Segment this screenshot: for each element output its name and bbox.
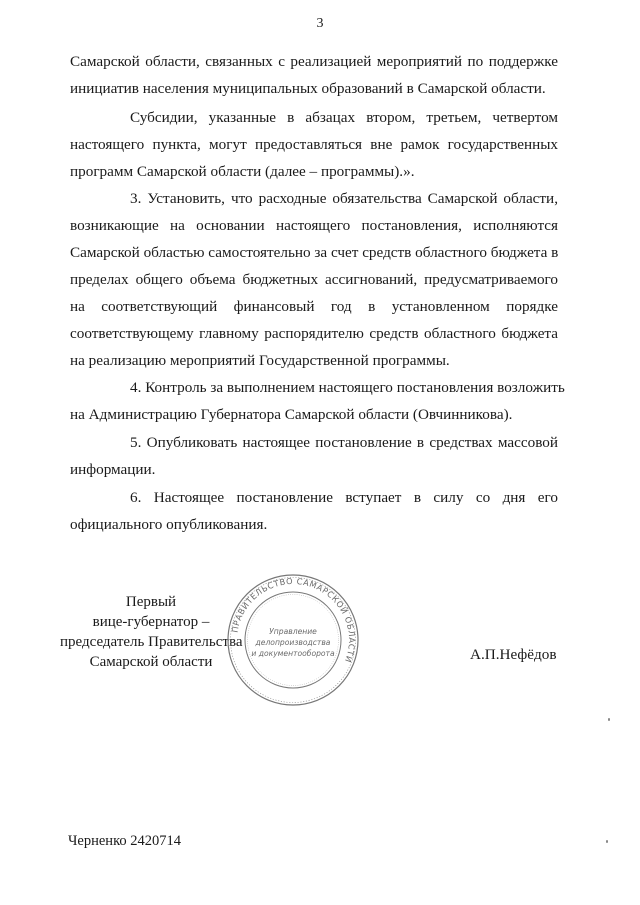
text-line: на соответствующий финансовый год в установленном порядке [70, 298, 558, 315]
text-line: официального опубликования. [70, 516, 268, 533]
seal-center-text: и документооборота [251, 649, 335, 658]
signatory-title-line: председатель Правительства [60, 634, 243, 650]
text-line: настоящего пункта, могут предоставляться вне рамок государственных [70, 136, 558, 153]
signatory-title-line: Самарской области [89, 654, 213, 670]
official-seal [225, 572, 361, 708]
text-line: информации. [70, 461, 156, 478]
text-line: на реализацию мероприятий Государственной программы. [70, 352, 450, 369]
signer-name: А.П.Нефёдов [470, 646, 557, 663]
text-line: программ Самарской области (далее – программы).». [70, 163, 415, 180]
executor-note: Черненко 2420714 [68, 833, 181, 849]
scan-speck [606, 840, 608, 843]
scan-speck [608, 718, 610, 721]
text-line: на Администрацию Губернатора Самарской области (Овчинникова). [70, 406, 513, 423]
signatory-title-line: вице-губернатор – [92, 614, 210, 630]
page-number: 3 [316, 16, 324, 31]
text-line: 3. Установить, что расходные обязательства Самарской области, [130, 190, 558, 207]
text-line: соответствующему главному распорядителю средств областного бюджета [70, 325, 558, 342]
signatory-title [60, 592, 242, 672]
seal-outer-text: ПРАВИТЕЛЬСТВО САМАРСКОЙ ОБЛАСТИ [229, 575, 358, 665]
text-line: возникающие на основании настоящего постановления, исполняются [70, 217, 558, 234]
seal-center-text: Управление [269, 627, 317, 636]
text-line: инициатив населения муниципальных образований в Самарской области. [70, 80, 546, 97]
text-line: пределах общего объема бюджетных ассигнований, предусматриваемого [70, 271, 558, 288]
seal-center-text: делопроизводства [255, 638, 331, 647]
text-line: Субсидии, указанные в абзацах втором, третьем, четвертом [130, 109, 558, 126]
signatory-title-line: Первый [125, 594, 177, 610]
text-line: Самарской области, связанных с реализацией мероприятий по поддержке [70, 53, 558, 70]
text-line: 6. Настоящее постановление вступает в силу со дня его [130, 489, 558, 506]
text-line: 5. Опубликовать настоящее постановление в средствах массовой [130, 434, 558, 451]
text-line: Самарской областью самостоятельно за счет средств областного бюджета в [70, 244, 559, 261]
text-line: 4. Контроль за выполнением настоящего постановления возложить [130, 379, 565, 396]
